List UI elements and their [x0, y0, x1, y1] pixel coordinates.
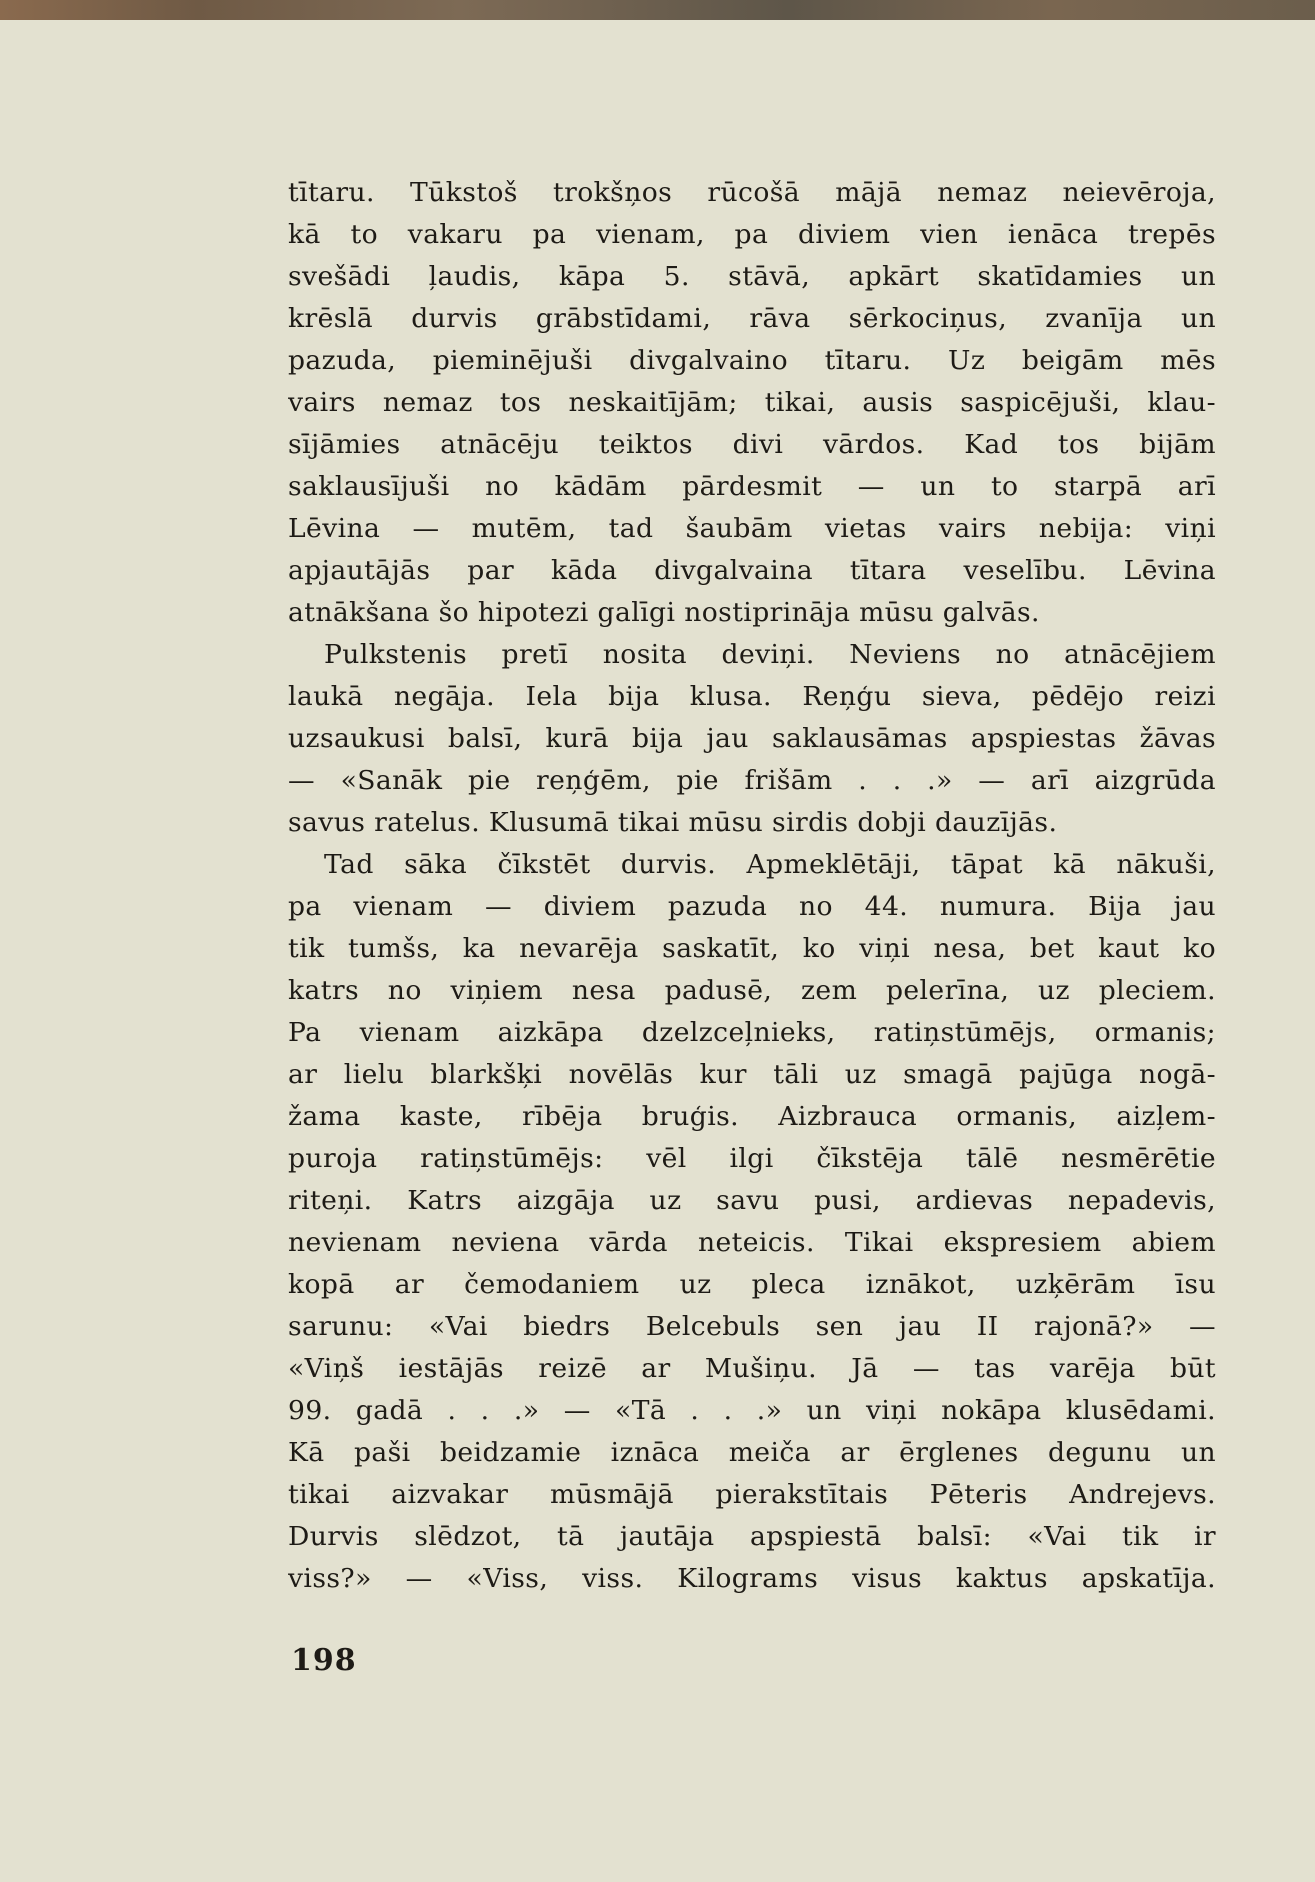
- text-line: vairs nemaz tos neskaitījām; tikai, ausis saspicējuši, klau-: [288, 387, 1216, 418]
- text-line: Kā paši beidzamie iznāca meiča ar ērglenes degunu un: [288, 1437, 1216, 1468]
- text-line: saklausījuši no kādām pārdesmit — un to starpā arī: [288, 471, 1216, 502]
- text-line: pa vienam — diviem pazuda no 44. numura. Bija jau: [288, 891, 1216, 922]
- text-line: Tad sāka čīkstēt durvis. Apmeklētāji, tāpat kā nākuši,: [324, 849, 1216, 880]
- page-top-edge: [0, 0, 1315, 20]
- text-line: Durvis slēdzot, tā jautāja apspiestā balsī: «Vai tik ir: [288, 1521, 1216, 1552]
- page-number: 198: [291, 1643, 357, 1678]
- text-line: tītaru. Tūkstoš trokšņos rūcošā mājā nemaz neievēroja,: [288, 177, 1216, 208]
- text-line: tik tumšs, ka nevarēja saskatīt, ko viņi nesa, bet kaut ko: [288, 933, 1216, 964]
- text-line: viss?» — «Viss, viss. Kilograms visus kaktus apskatīja.: [288, 1563, 1216, 1594]
- text-line: 99. gadā . . .» — «Tā . . .» un viņi nokāpa klusēdami.: [288, 1395, 1216, 1426]
- text-line: pazuda, pieminējuši divgalvaino tītaru. Uz beigām mēs: [288, 345, 1216, 376]
- text-line: Lēvina — mutēm, tad šaubām vietas vairs nebija: viņi: [288, 513, 1216, 544]
- text-line: sarunu: «Vai biedrs Belcebuls sen jau II rajonā?» —: [288, 1311, 1216, 1342]
- text-line: tikai aizvakar mūsmājā pierakstītais Pēteris Andrejevs.: [288, 1479, 1216, 1510]
- text-line: krēslā durvis grābstīdami, rāva sērkociņus, zvanīja un: [288, 303, 1216, 334]
- body-text: [288, 172, 1216, 1600]
- text-line: savus ratelus. Klusumā tikai mūsu sirdis dobji dauzījās.: [288, 807, 1058, 838]
- text-line: kopā ar čemodaniem uz pleca iznākot, uzķērām īsu: [288, 1269, 1216, 1300]
- text-line: katrs no viņiem nesa padusē, zem pelerīna, uz pleciem.: [288, 975, 1216, 1006]
- text-line: Pulkstenis pretī nosita deviņi. Neviens no atnācējiem: [324, 639, 1216, 670]
- text-line: — «Sanāk pie reņģēm, pie frišām . . .» — arī aizgrūda: [288, 765, 1216, 796]
- text-line: atnākšana šo hipotezi galīgi nostiprināja mūsu galvās.: [288, 597, 1040, 628]
- text-line: Pa vienam aizkāpa dzelzceļnieks, ratiņstūmējs, ormanis;: [288, 1017, 1216, 1048]
- text-line: kā to vakaru pa vienam, pa diviem vien ienāca trepēs: [288, 219, 1216, 250]
- text-line: uzsaukusi balsī, kurā bija jau saklausāmas apspiestas žāvas: [288, 723, 1216, 754]
- text-line: žama kaste, rībēja bruģis. Aizbrauca ormanis, aizļem-: [288, 1101, 1216, 1132]
- text-line: «Viņš iestājās reizē ar Mušiņu. Jā — tas varēja būt: [288, 1353, 1216, 1384]
- text-line: laukā negāja. Iela bija klusa. Reņģu sieva, pēdējo reizi: [288, 681, 1216, 712]
- text-line: ar lielu blarkšķi novēlās kur tāli uz smagā pajūga nogā-: [288, 1059, 1216, 1090]
- text-line: riteņi. Katrs aizgāja uz savu pusi, ardievas nepadevis,: [288, 1185, 1216, 1216]
- text-line: puroja ratiņstūmējs: vēl ilgi čīkstēja tālē nesmērētie: [288, 1143, 1216, 1174]
- text-line: sījāmies atnācēju teiktos divi vārdos. Kad tos bijām: [288, 429, 1216, 460]
- text-line: nevienam neviena vārda neteicis. Tikai ekspresiem abiem: [288, 1227, 1216, 1258]
- text-line: svešādi ļaudis, kāpa 5. stāvā, apkārt skatīdamies un: [288, 261, 1216, 292]
- text-line: apjautājās par kāda divgalvaina tītara veselību. Lēvina: [288, 555, 1216, 586]
